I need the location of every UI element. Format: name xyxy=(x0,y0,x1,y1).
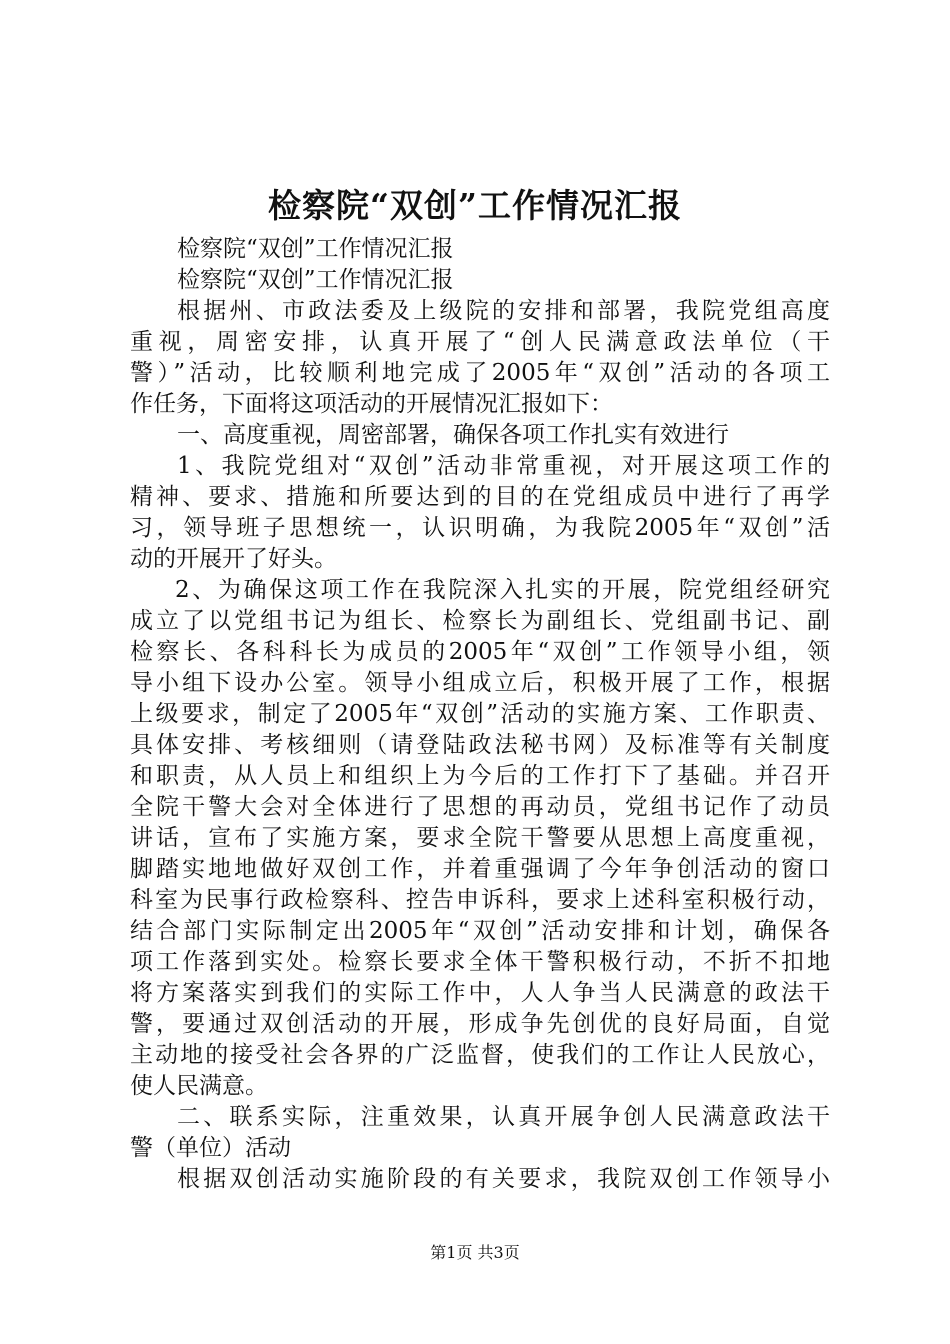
paragraph-line: 导小组下设办公室。领导小组成立后，积极开展了工作，根据 xyxy=(130,670,830,696)
paragraph-line: 上级要求，制定了2005年“双创”活动的实施方案、工作职责、 xyxy=(130,701,830,727)
paragraph-line: 1、我院党组对“双创”活动非常重视，对开展这项工作的 xyxy=(177,453,830,479)
document-body xyxy=(130,234,830,1195)
section-heading: 二、联系实际，注重效果，认真开展争创人民满意政法干 xyxy=(177,1104,830,1130)
paragraph-line: 2、为确保这项工作在我院深入扎实的开展，院党组经研究 xyxy=(175,577,830,603)
paragraph-line: 和职责，从人员上和组织上为今后的工作打下了基础。并召开 xyxy=(130,763,830,789)
paragraph-line: 项工作落到实处。检察长要求全体干警积极行动，不折不扣地 xyxy=(130,949,830,975)
document-title: 检察院“双创”工作情况汇报 xyxy=(268,186,682,225)
paragraph-line: 检察长、各科科长为成员的2005年“双创”工作领导小组，领 xyxy=(130,639,830,665)
text-line: 检察院“双创”工作情况汇报 xyxy=(177,267,454,293)
paragraph-line: 讲话，宣布了实施方案，要求全院干警要从思想上高度重视， xyxy=(130,825,830,851)
paragraph-line: 动的开展开了好头。 xyxy=(130,546,337,572)
paragraph-line: 根据双创活动实施阶段的有关要求，我院双创工作领导小 xyxy=(177,1166,830,1192)
paragraph-line: 习，领导班子思想统一，认识明确，为我院2005年“双创”活 xyxy=(130,515,830,541)
paragraph-line: 警）”活动，比较顺利地完成了2005年“双创”活动的各项工 xyxy=(130,360,830,386)
paragraph-line: 具体安排、考核细则（请登陆政法秘书网）及标准等有关制度 xyxy=(130,732,830,758)
paragraph-line: 脚踏实地地做好双创工作，并着重强调了今年争创活动的窗口 xyxy=(130,856,830,882)
paragraph-line: 全院干警大会对全体进行了思想的再动员，党组书记作了动员 xyxy=(130,794,830,820)
paragraph-line: 将方案落实到我们的实际工作中，人人争当人民满意的政法干 xyxy=(130,980,830,1006)
paragraph-line: 重视，周密安排，认真开展了“创人民满意政法单位（干 xyxy=(130,329,830,355)
page-footer: 第1页 共3页 xyxy=(430,1243,520,1262)
paragraph-line: 根据州、市政法委及上级院的安排和部署，我院党组高度 xyxy=(177,298,830,324)
paragraph-line: 主动地的接受社会各界的广泛监督，使我们的工作让人民放心， xyxy=(130,1042,830,1068)
paragraph-line: 科室为民事行政检察科、控告申诉科，要求上述科室积极行动， xyxy=(130,887,830,913)
section-heading: 警（单位）活动 xyxy=(130,1135,291,1161)
text-line: 检察院“双创”工作情况汇报 xyxy=(177,236,454,262)
paragraph-line: 精神、要求、措施和所要达到的目的在党组成员中进行了再学 xyxy=(130,484,830,510)
paragraph-line: 使人民满意。 xyxy=(130,1073,268,1099)
paragraph-line: 成立了以党组书记为组长、检察长为副组长、党组副书记、副 xyxy=(130,608,830,634)
paragraph-line: 作任务，下面将这项活动的开展情况汇报如下： xyxy=(130,391,613,417)
paragraph-line: 警，要通过双创活动的开展，形成争先创优的良好局面，自觉 xyxy=(130,1011,830,1037)
section-heading: 一、高度重视，周密部署，确保各项工作扎实有效进行 xyxy=(177,422,729,448)
paragraph-line: 结合部门实际制定出2005年“双创”活动安排和计划，确保各 xyxy=(130,918,830,944)
